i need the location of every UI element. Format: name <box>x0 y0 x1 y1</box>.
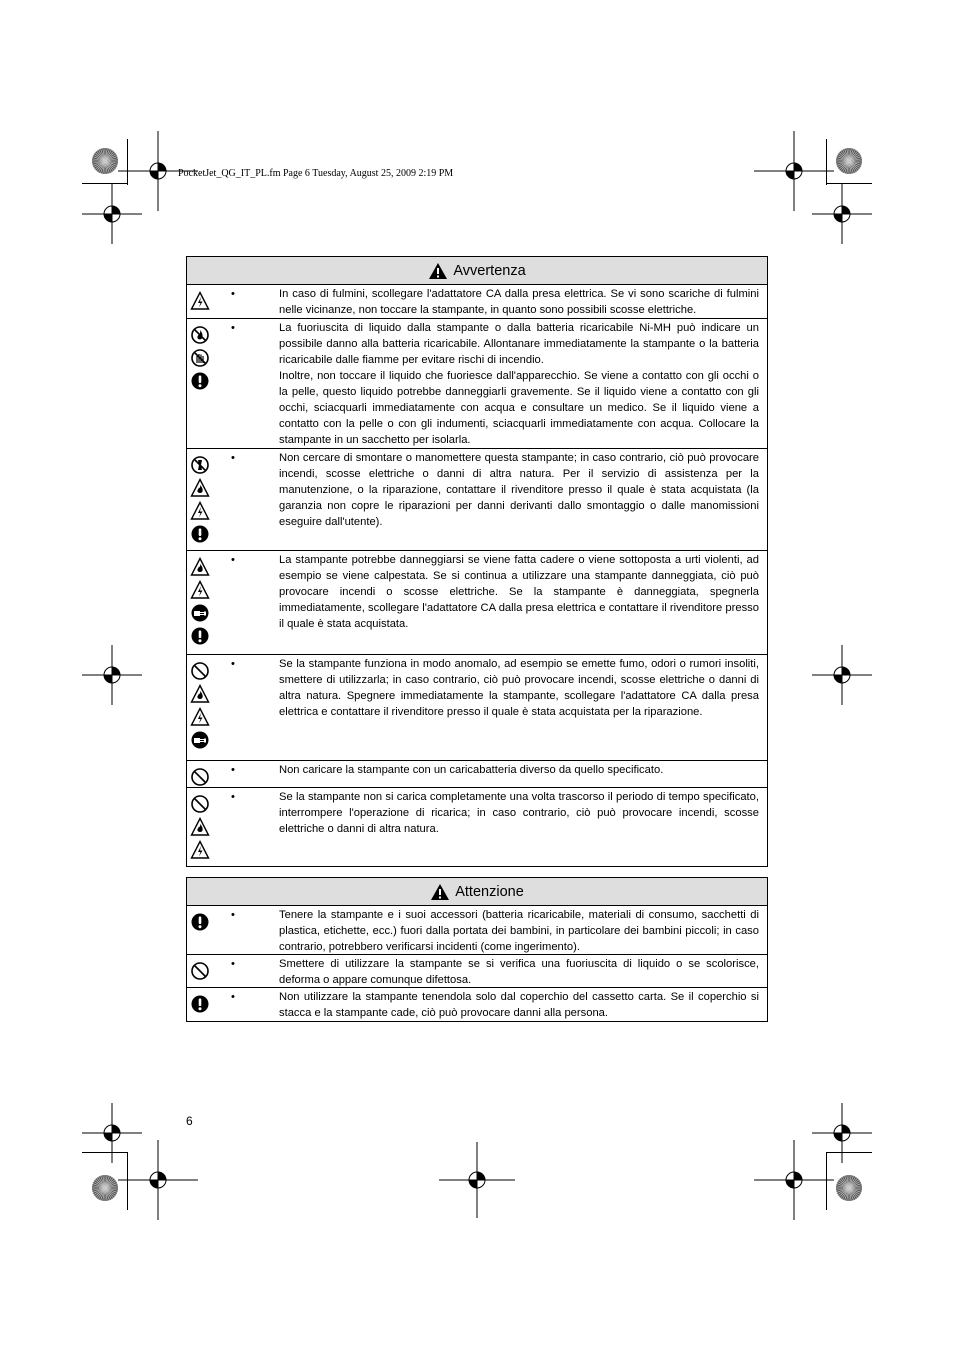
star-target-mark <box>90 1173 120 1203</box>
mandatory-icon <box>190 912 210 932</box>
no-touch-icon <box>190 348 210 368</box>
crop-line <box>127 1152 128 1210</box>
paragraph: La fuoriuscita di liquido dalla stampante o dalla batteria ricaricabile Ni-MH può indicare un possibile danno alla batteria ricaricabile. Allontanare immediatamente la stampante o la batteria ricaricabile dalle fiamme per evitare rischi di incendio. <box>279 322 759 366</box>
paragraph: Se la stampante funziona in modo anomalo, ad esempio se emette fumo, odori o rumori insoliti, smettere di utilizzarla; in caso contrario, ciò può provocare incendi, scosse elettriche o danni di altra natura. Spegnere immediatamente la stampante, scollegare l'adattatore CA dalla presa elettrica e contattare il rivenditore presso il quale è stata acquistata per la riparazione. <box>279 658 759 718</box>
registration-mark <box>812 645 872 705</box>
caution-header <box>187 878 767 906</box>
crop-line <box>826 139 827 185</box>
bullet: • <box>231 452 235 464</box>
paragraph: Non cercare di smontare o manomettere questa stampante; in caso contrario, ciò può provocare incendi, scosse elettriche o danni di altra natura. Per il servizio di assistenza per la manutenzione, o la riparazione, contattare il rivenditore presso il quale è stata acquistata (la garanzia non copre le riparazioni per danni derivanti dallo smontaggio o dalle manomissioni eseguire dall'utente). <box>279 452 759 528</box>
crop-line <box>82 183 128 184</box>
caution-title: Attenzione <box>455 883 524 900</box>
registration-mark <box>439 1142 515 1218</box>
electric-shock-icon <box>190 840 210 860</box>
prohibited-icon <box>190 794 210 814</box>
row-text <box>217 319 767 448</box>
no-fire-icon <box>190 325 210 345</box>
warning-row <box>187 551 767 655</box>
row-icons <box>187 319 217 448</box>
paragraph: Non utilizzare la stampante tenendola solo dal coperchio del cassetto carta. Se il coperchio si stacca e la stampante cade, ciò può provocare danni alla persona. <box>279 991 759 1019</box>
fire-hazard-icon <box>190 557 210 577</box>
electric-shock-icon <box>190 291 210 311</box>
row-text <box>217 655 767 760</box>
mandatory-icon <box>190 994 210 1014</box>
mandatory-icon <box>190 371 210 391</box>
bullet: • <box>231 322 235 334</box>
warning-row <box>187 449 767 551</box>
paragraph: Inoltre, non toccare il liquido che fuoriesce dall'apparecchio. Se viene a contatto con gli occhi o la pelle, questo liquido potrebbe danneggiarli gravemente. Se il liquido viene a contatto con gli occhi, sciacquarli immediatamente con acqua e consultare un medico. Se il liquido viene a contatto con la pelle o con gli indumenti, sciacquarli immediatamente con acqua. Collocare la stampante in un sacchetto per isolarla. <box>279 370 759 446</box>
paragraph: Smettere di utilizzare la stampante se si verifica una fuoriuscita di liquido o se scolorisce, deforma o appare comunque difettosa. <box>279 958 759 986</box>
file-info-header: PocketJet_QG_IT_PL.fm Page 6 Tuesday, August 25, 2009 2:19 PM <box>178 168 454 179</box>
warning-row <box>187 761 767 788</box>
caution-row <box>187 955 767 988</box>
no-disassembly-icon <box>190 455 210 475</box>
electric-shock-icon <box>190 707 210 727</box>
row-text <box>217 788 767 869</box>
crop-line <box>826 1152 872 1153</box>
row-text <box>217 955 767 987</box>
row-icons <box>187 906 217 954</box>
paragraph: Se la stampante non si carica completamente una volta trascorso il periodo di tempo specificato, interrompere l'operazione di ricarica; in caso contrario, ciò può provocare incendi, scosse elettriche o danni di altra natura. <box>279 791 759 835</box>
row-text <box>217 449 767 550</box>
caution-row <box>187 906 767 955</box>
bullet: • <box>231 658 235 670</box>
row-text <box>217 761 767 787</box>
row-icons <box>187 285 217 318</box>
warning-triangle-icon <box>428 262 448 280</box>
row-icons <box>187 988 217 1022</box>
row-icons <box>187 655 217 760</box>
warning-title: Avvertenza <box>453 262 526 279</box>
prohibited-icon <box>190 767 210 787</box>
bullet: • <box>231 288 235 300</box>
warning-header <box>187 257 767 285</box>
crop-line <box>82 1152 128 1153</box>
warning-row <box>187 788 767 869</box>
row-icons <box>187 788 217 869</box>
crop-line <box>826 183 872 184</box>
bullet: • <box>231 791 235 803</box>
bullet: • <box>231 554 235 566</box>
fire-hazard-icon <box>190 684 210 704</box>
unplug-icon <box>190 603 210 623</box>
row-text <box>217 551 767 654</box>
mandatory-icon <box>190 524 210 544</box>
row-icons <box>187 955 217 987</box>
fire-hazard-icon <box>190 817 210 837</box>
electric-shock-icon <box>190 501 210 521</box>
row-text <box>217 906 767 954</box>
bullet: • <box>231 909 235 921</box>
electric-shock-icon <box>190 580 210 600</box>
warning-row <box>187 319 767 449</box>
page-number: 6 <box>186 1114 193 1128</box>
caution-row <box>187 988 767 1022</box>
crop-line <box>127 139 128 185</box>
paragraph: In caso di fulmini, scollegare l'adattatore CA dalla presa elettrica. Se vi sono scariche di fulmini nelle vicinanze, non toccare la stampante, in quanto sono possibili scosse elettriche. <box>279 288 759 316</box>
row-text <box>217 988 767 1022</box>
row-icons <box>187 761 217 787</box>
warning-row <box>187 655 767 761</box>
bullet: • <box>231 764 235 776</box>
registration-mark <box>82 184 142 244</box>
row-text <box>217 285 767 318</box>
prohibited-icon <box>190 661 210 681</box>
warning-box <box>186 256 768 867</box>
row-icons <box>187 449 217 550</box>
registration-mark <box>812 184 872 244</box>
caution-box <box>186 877 768 1022</box>
crop-line <box>826 1152 827 1210</box>
registration-mark <box>82 645 142 705</box>
mandatory-icon <box>190 626 210 646</box>
warning-row <box>187 285 767 319</box>
registration-mark <box>118 1140 198 1220</box>
prohibited-icon <box>190 961 210 981</box>
fire-hazard-icon <box>190 478 210 498</box>
row-icons <box>187 551 217 654</box>
unplug-icon <box>190 730 210 750</box>
bullet: • <box>231 991 235 1003</box>
warning-triangle-icon <box>430 883 450 901</box>
star-target-mark <box>834 146 864 176</box>
paragraph: La stampante potrebbe danneggiarsi se viene fatta cadere o viene sottoposta a urti violenti, ad esempio se viene calpestata. Se si continua a utilizzare una stampante danneggiata, ciò può provocare incendi o scosse elettriche. Se la stampante è danneggiata, spegnerla immediatamente, scollegare l'adattatore CA dalla presa elettrica e contattare il rivenditore presso il quale è stata acquistata. <box>279 554 759 630</box>
paragraph: Tenere la stampante e i suoi accessori (batteria ricaricabile, materiali di consumo, sacchetti di plastica, etichette, ecc.) fuori dalla portata dei bambini, in particolare dei bambini piccoli; in caso contrario, potrebbero verificarsi incidenti (come ingerimento). <box>279 909 759 953</box>
bullet: • <box>231 958 235 970</box>
paragraph: Non caricare la stampante con un caricabatteria diverso da quello specificato. <box>279 764 664 776</box>
star-target-mark <box>834 1173 864 1203</box>
registration-mark <box>754 1140 834 1220</box>
star-target-mark <box>90 146 120 176</box>
